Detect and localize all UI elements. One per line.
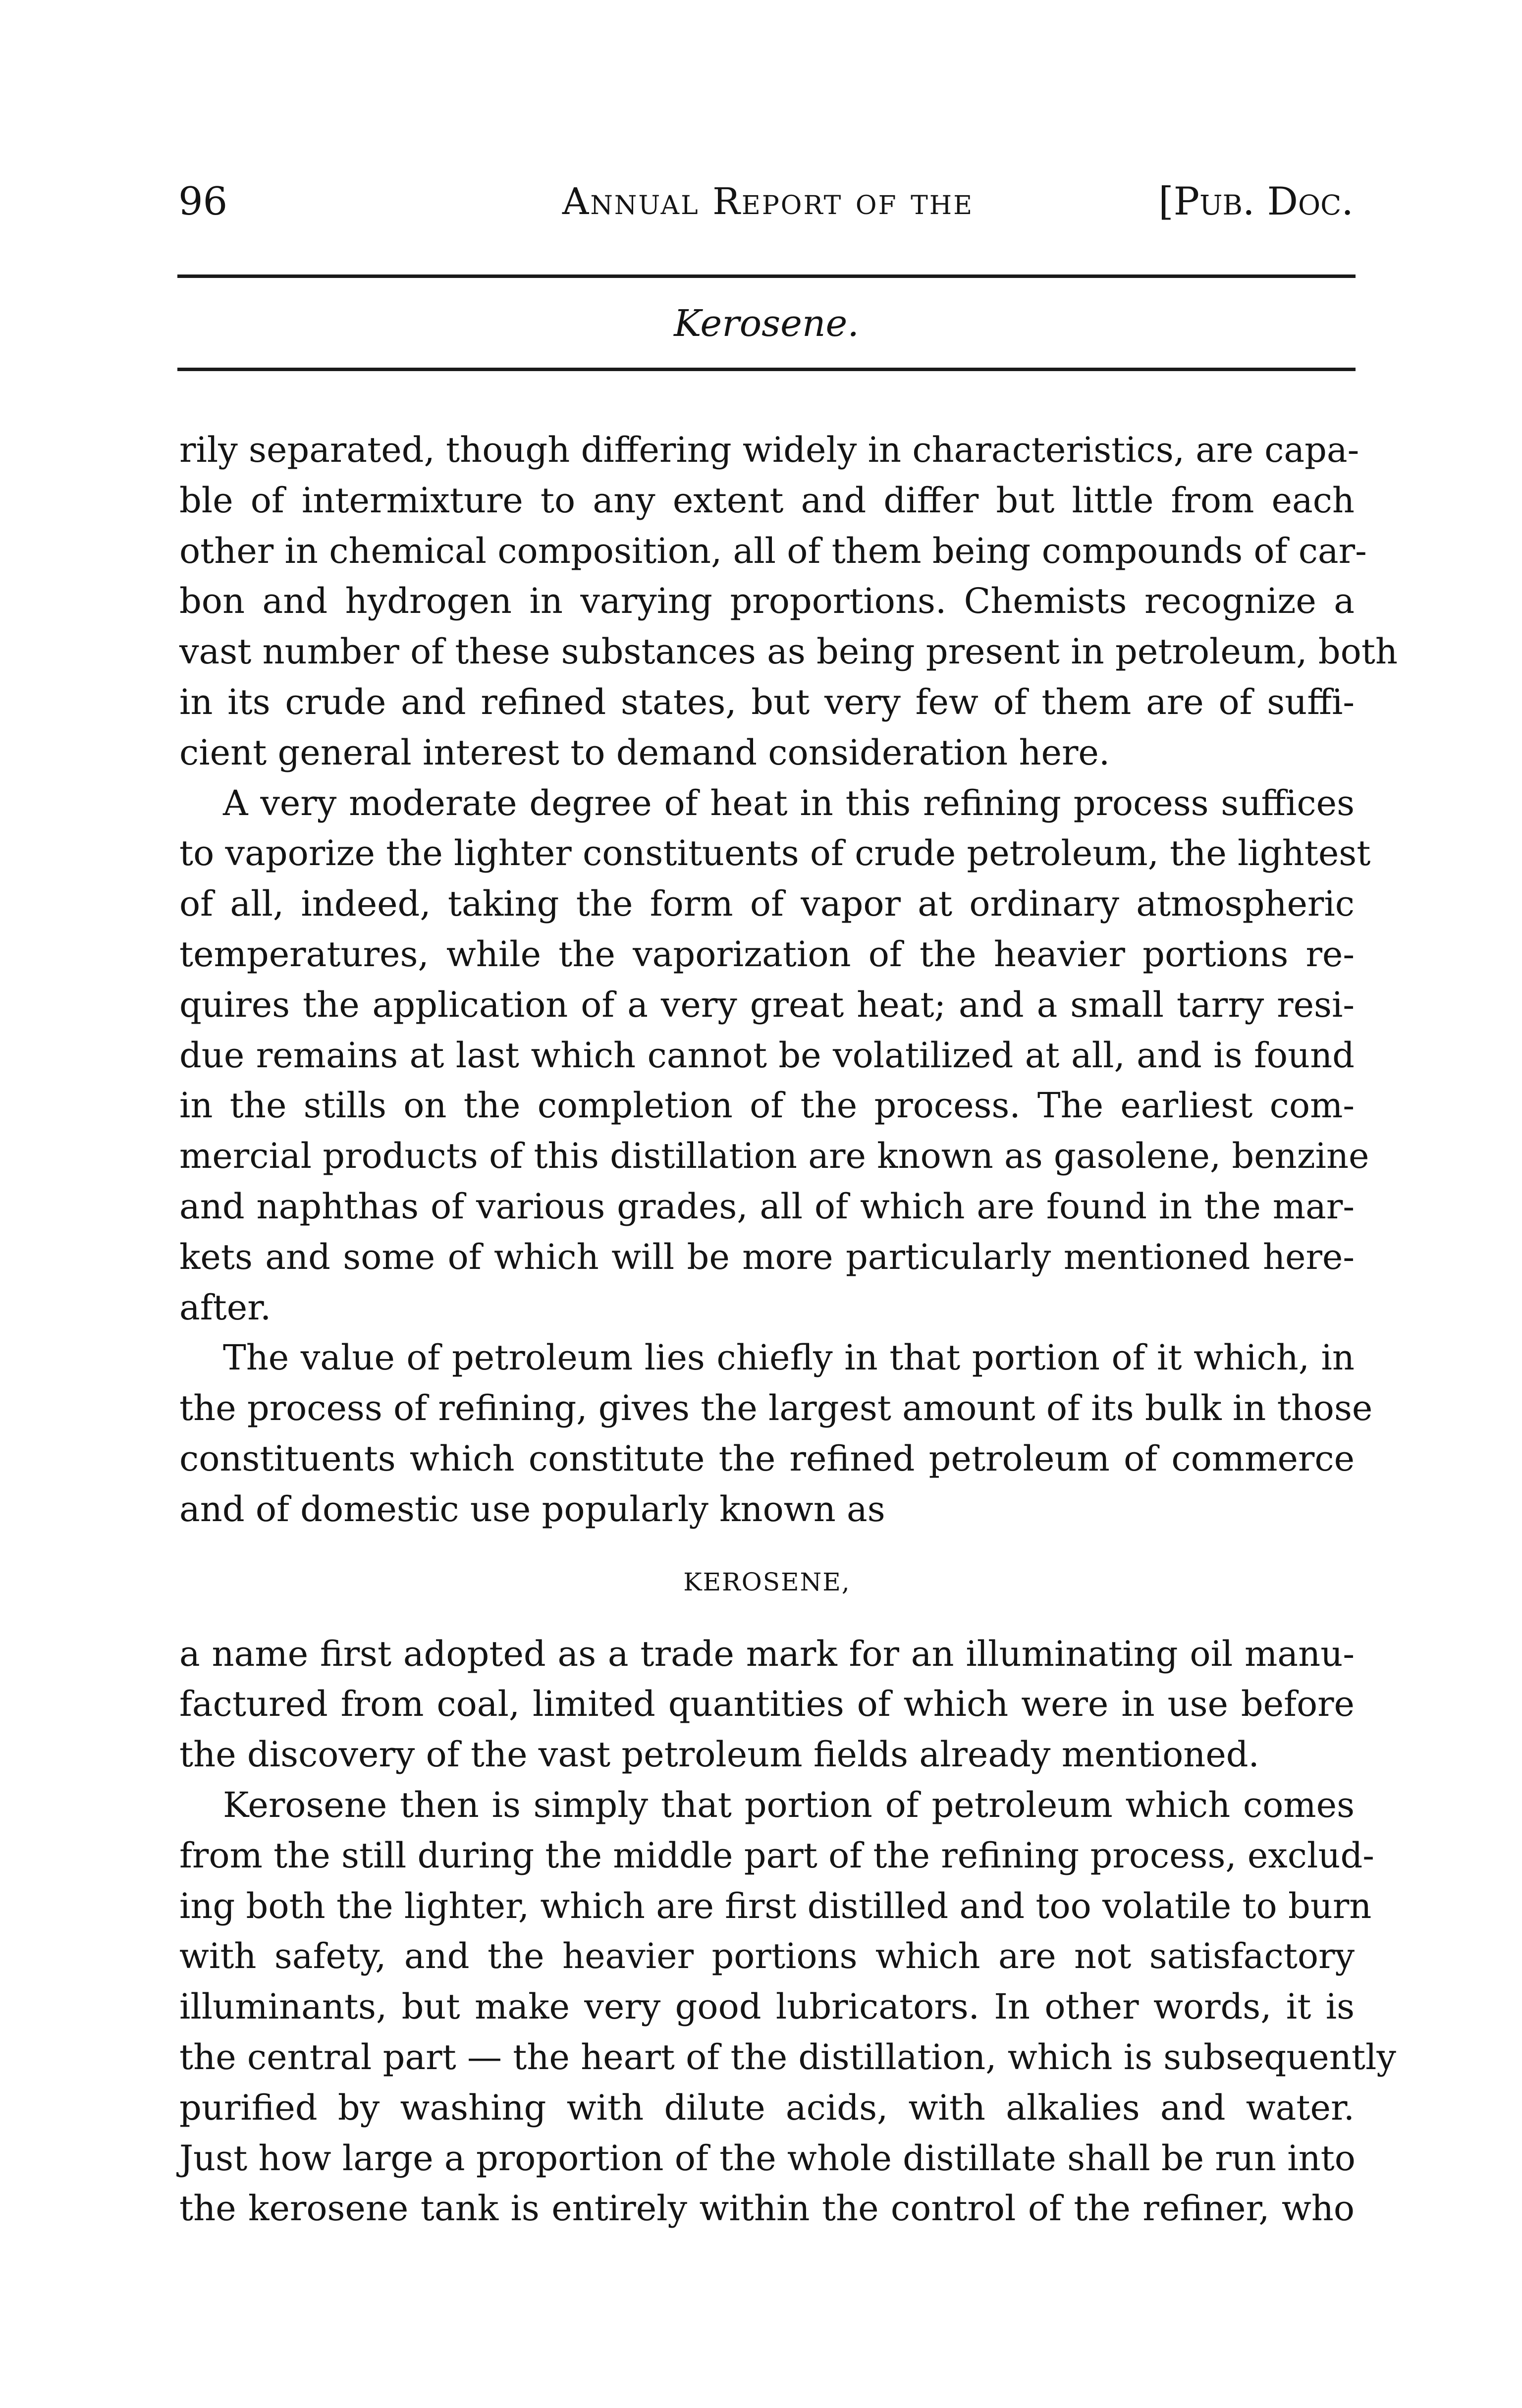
header-rule-top — [177, 274, 1356, 278]
text-line: due remains at last which cannot be volatilized at all, and is found — [179, 1035, 1355, 1076]
paragraph-5 — [179, 1780, 1396, 2234]
publication-label: [Pub. Doc. — [1158, 179, 1354, 224]
page-number: 96 — [178, 179, 228, 224]
paragraph-4 — [179, 1629, 1355, 1780]
text-line: and of domestic use popularly known as — [179, 1488, 885, 1530]
text-line: illuminants, but make very good lubricators. In other words, it is — [179, 1986, 1355, 2027]
text-line: from the still during the middle part of the refining process, exclud- — [179, 1835, 1374, 1876]
text-line: purified by washing with dilute acids, with alkalies and water. — [179, 2087, 1355, 2128]
paragraph-2 — [179, 778, 1371, 1333]
text-line: the kerosene tank is entirely within the control of the refiner, who — [179, 2188, 1355, 2229]
text-line: with safety, and the heavier portions which are not satisfactory — [179, 1936, 1355, 1977]
text-line: mercial products of this distillation are known as gasolene, benzine — [179, 1136, 1369, 1177]
text-line: in the stills on the completion of the process. The earliest com- — [179, 1085, 1355, 1126]
text-line: to vaporize the lighter constituents of crude petroleum, the lightest — [179, 833, 1371, 874]
body-text — [179, 425, 1398, 2234]
text-line: the central part — the heart of the distillation, which is subsequently — [179, 2036, 1396, 2078]
text-line: Just how large a proportion of the whole distillate shall be run into — [179, 2137, 1356, 2179]
text-line: rily separated, though differing widely in characteristics, are capa- — [179, 430, 1359, 470]
text-line: temperatures, while the vaporization of the heavier portions re- — [179, 933, 1355, 975]
text-line: in its crude and refined states, but very few of them are of suffi- — [179, 681, 1355, 722]
subheading-kerosene: KEROSENE, — [683, 1567, 851, 1596]
paragraph-1 — [179, 425, 1398, 778]
text-line: of all, indeed, taking the form of vapor at ordinary atmospheric — [179, 883, 1355, 925]
text-line: The value of petroleum lies chiefly in that portion of it which, in — [223, 1337, 1355, 1378]
text-line: other in chemical composition, all of them being compounds of car- — [179, 530, 1367, 571]
text-line: factured from coal, limited quantities of which were in use before — [179, 1684, 1355, 1725]
text-line: the discovery of the vast petroleum fields already mentioned. — [179, 1734, 1259, 1775]
text-line: and naphthas of various grades, all of which are found in the mar- — [179, 1186, 1355, 1227]
text-line: a name first adopted as a trade mark for an illuminating oil manu- — [179, 1633, 1355, 1674]
text-line: constituents which constitute the refined petroleum of commerce — [179, 1438, 1355, 1479]
text-line: vast number of these substances as being present in petroleum, both — [179, 631, 1398, 672]
text-line: quires the application of a very great heat; and a small tarry resi- — [179, 984, 1355, 1025]
header-rule-bottom — [177, 368, 1356, 371]
text-line: ble of intermixture to any extent and differ but little from each — [179, 480, 1355, 521]
text-line: Kerosene then is simply that portion of petroleum which comes — [223, 1784, 1355, 1825]
text-line: cient general interest to demand consideration here. — [179, 732, 1110, 773]
text-line: the process of refining, gives the largest amount of its bulk in those — [179, 1388, 1373, 1429]
text-line: after. — [179, 1287, 272, 1328]
text-line: kets and some of which will be more particularly mentioned here- — [179, 1236, 1355, 1277]
paragraph-3 — [179, 1333, 1373, 1534]
text-line: bon and hydrogen in varying proportions. Chemists recognize a — [179, 581, 1355, 622]
running-title: Annual Report of the — [562, 180, 974, 223]
text-line: A very moderate degree of heat in this refining process suffices — [223, 782, 1355, 823]
section-title: Kerosene. — [674, 302, 859, 345]
text-line: ing both the lighter, which are first distilled and too volatile to burn — [179, 1885, 1372, 1926]
